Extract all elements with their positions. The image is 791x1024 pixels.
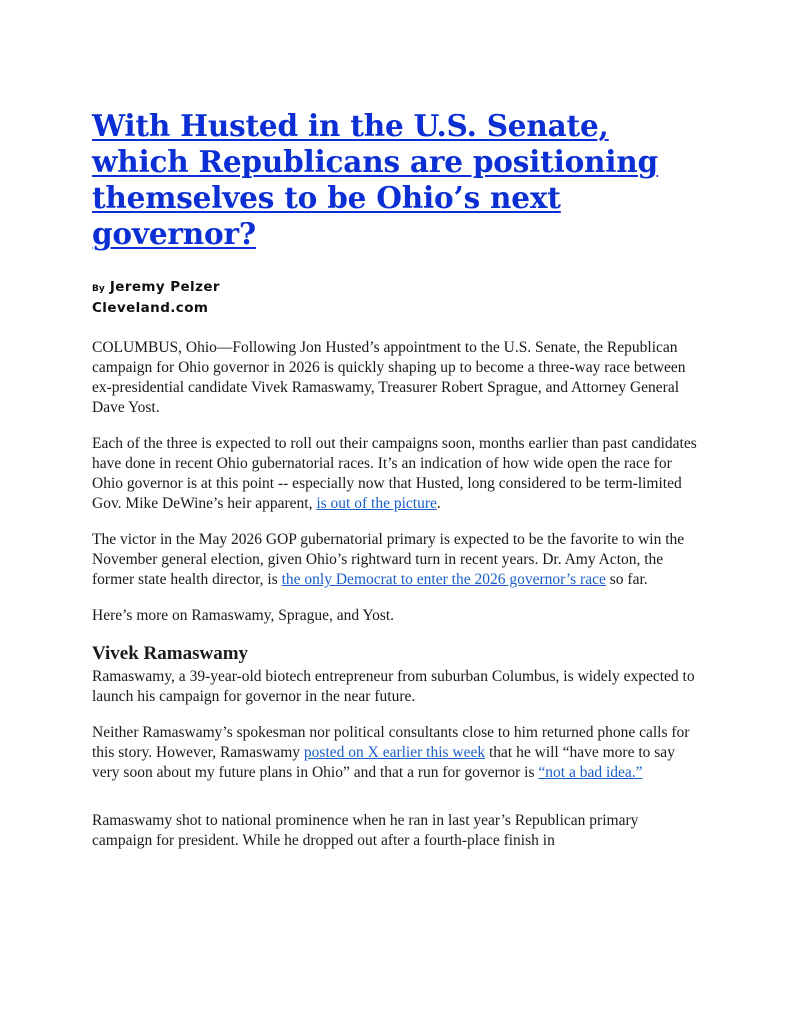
- paragraph-6-text: Neither Ramaswamy’s spokesman nor political consultants close to him returned phone calls for this story. However, Ramaswamy: [92, 724, 690, 761]
- paragraph-2-end: .: [436, 495, 441, 512]
- paragraph-6: [92, 723, 702, 783]
- link-not-a-bad-idea[interactable]: “not a bad idea.”: [538, 764, 643, 781]
- section-heading-ramaswamy: Vivek Ramaswamy: [92, 643, 249, 664]
- paragraph-2-text: Each of the three is expected to roll out their campaigns soon, months earlier than past candidates have done in recent Ohio gubernatorial races. It’s an indication of how wide open the race for Ohio governor is at this point -- especially now that Husted, long considered to be term-limited Gov. Mike DeWine’s heir apparent,: [92, 435, 697, 512]
- paragraph-1: COLUMBUS, Ohio—Following Jon Husted’s appointment to the U.S. Senate, the Republican campaign for Ohio governor in 2026 is quickly shaping up to become a three-way race between ex-presidential candidate Vivek Ramaswamy, Treasurer Robert Sprague, and Attorney General Dave Yost.: [92, 339, 686, 416]
- byline-outlet: Cleveland.com: [92, 300, 209, 316]
- headline[interactable]: [92, 108, 702, 252]
- byline-author-line: [92, 278, 702, 299]
- link-only-democrat[interactable]: the only Democrat to enter the 2026 governor’s race: [281, 571, 606, 588]
- paragraph-7: Ramaswamy shot to national prominence when he ran in last year’s Republican primary campaign for president. While he dropped out after a fourth-place finish in: [92, 812, 639, 849]
- headline-link[interactable]: With Husted in the U.S. Senate, which Republicans are positioning themselves to be Ohio’s next governor?: [92, 108, 658, 251]
- article-page: [92, 108, 702, 867]
- paragraph-3: [92, 530, 702, 590]
- paragraph-6-mid: that he will “have more to say very soon about my future plans in Ohio” and that a run for governor is: [92, 744, 675, 781]
- byline: [92, 278, 702, 318]
- byline-by: By: [92, 284, 105, 294]
- paragraph-3-end: so far.: [605, 571, 648, 588]
- byline-author: Jeremy Pelzer: [109, 279, 220, 295]
- link-posted-on-x[interactable]: posted on X earlier this week: [303, 744, 486, 761]
- paragraph-4: Here’s more on Ramaswamy, Sprague, and Yost.: [92, 607, 395, 624]
- article-body: [92, 338, 702, 851]
- paragraph-3-text: The victor in the May 2026 GOP gubernatorial primary is expected to be the favorite to win the November general election, given Ohio’s rightward turn in recent years. Dr. Amy Acton, the former state health director, is: [92, 531, 685, 588]
- paragraph-2: [92, 434, 702, 514]
- paragraph-5: Ramaswamy, a 39-year-old biotech entrepreneur from suburban Columbus, is widely expected to launch his campaign for governor in the near future.: [92, 668, 695, 705]
- link-is-out-of-the-picture[interactable]: is out of the picture: [316, 495, 437, 512]
